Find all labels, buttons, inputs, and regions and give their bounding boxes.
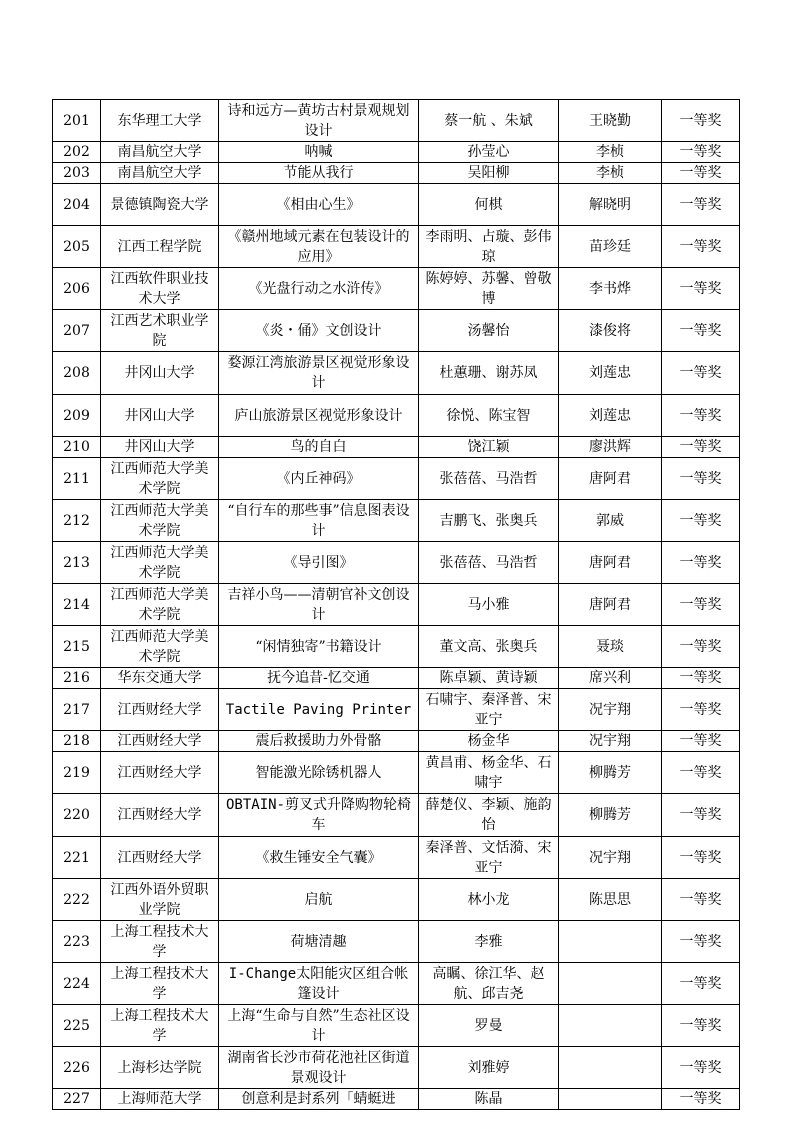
award-level: 一等奖 [662,268,740,310]
award-level: 一等奖 [662,100,740,142]
advisor-name: 郭威 [559,500,662,542]
row-number: 223 [53,921,101,963]
advisor-name: 陈思思 [559,879,662,921]
advisor-name: 解晓明 [559,184,662,226]
team-members: 董文高、张奥兵 [419,626,559,668]
advisor-name: 聂琰 [559,626,662,668]
work-title: 庐山旅游景区视觉形象设计 [219,395,419,437]
team-members: 张蓓蓓、马浩哲 [419,458,559,500]
school-name: 南昌航空大学 [101,163,219,184]
school-name: 江西艺术职业学院 [101,310,219,352]
advisor-name [559,1005,662,1047]
table-row [53,458,740,500]
row-number: 221 [53,837,101,879]
row-number: 216 [53,668,101,689]
advisor-name: 刘莲忠 [559,395,662,437]
row-number: 204 [53,184,101,226]
table-row [53,268,740,310]
table-row [53,500,740,542]
school-name: 南昌航空大学 [101,142,219,163]
school-name: 江西师范大学美术学院 [101,458,219,500]
school-name: 上海师范大学 [101,1089,219,1110]
award-level: 一等奖 [662,584,740,626]
advisor-name: 苗珍廷 [559,226,662,268]
advisor-name: 廖洪辉 [559,437,662,458]
award-level: 一等奖 [662,163,740,184]
award-level: 一等奖 [662,731,740,752]
table-row [53,584,740,626]
advisor-name: 李书烨 [559,268,662,310]
award-level: 一等奖 [662,226,740,268]
award-level: 一等奖 [662,879,740,921]
award-level: 一等奖 [662,542,740,584]
school-name: 井冈山大学 [101,395,219,437]
work-title: “闲情独寄”书籍设计 [219,626,419,668]
team-members: 陈晶 [419,1089,559,1110]
team-members: 李雅 [419,921,559,963]
row-number: 217 [53,689,101,731]
team-members: 刘雅婷 [419,1047,559,1089]
row-number: 226 [53,1047,101,1089]
team-members: 石啸宇、秦泽普、宋亚宁 [419,689,559,731]
award-level: 一等奖 [662,1047,740,1089]
table-row [53,879,740,921]
school-name: 东华理工大学 [101,100,219,142]
work-title: OBTAIN-剪叉式升降购物轮椅车 [219,794,419,837]
work-title: 《赣州地域元素在包装设计的应用》 [219,226,419,268]
team-members: 吴阳柳 [419,163,559,184]
table-row [53,310,740,352]
team-members: 杨金华 [419,731,559,752]
team-members: 孙莹心 [419,142,559,163]
table-row [53,1089,740,1110]
advisor-name: 李桢 [559,163,662,184]
award-level: 一等奖 [662,142,740,163]
school-name: 江西师范大学美术学院 [101,584,219,626]
team-members: 黄昌甫、杨金华、石啸宇 [419,752,559,794]
table-row [53,1047,740,1089]
advisor-name: 唐阿君 [559,584,662,626]
school-name: 江西财经大学 [101,689,219,731]
table-row [53,837,740,879]
work-title: 鸟的自白 [219,437,419,458]
award-table [52,99,740,1110]
school-name: 江西工程学院 [101,226,219,268]
award-level: 一等奖 [662,626,740,668]
advisor-name [559,921,662,963]
work-title: 吉祥小鸟——清朝官补文创设计 [219,584,419,626]
work-title: 《导引图》 [219,542,419,584]
advisor-name: 席兴利 [559,668,662,689]
row-number: 213 [53,542,101,584]
team-members: 蔡一航 、朱斌 [419,100,559,142]
school-name: 江西财经大学 [101,794,219,837]
row-number: 218 [53,731,101,752]
advisor-name [559,1047,662,1089]
row-number: 205 [53,226,101,268]
award-level: 一等奖 [662,310,740,352]
advisor-name: 漆俊将 [559,310,662,352]
advisor-name: 况宇翔 [559,689,662,731]
row-number: 202 [53,142,101,163]
row-number: 214 [53,584,101,626]
work-title: 婺源江湾旅游景区视觉形象设计 [219,352,419,395]
team-members: 何棋 [419,184,559,226]
advisor-name: 王晓勤 [559,100,662,142]
school-name: 景德镇陶瓷大学 [101,184,219,226]
team-members: 罗曼 [419,1005,559,1047]
work-title: 荷塘清趣 [219,921,419,963]
table-row [53,184,740,226]
table-row [53,626,740,668]
table-row [53,142,740,163]
award-level: 一等奖 [662,437,740,458]
school-name: 江西外语外贸职业学院 [101,879,219,921]
work-title: 《炎・俑》文创设计 [219,310,419,352]
work-title: 智能激光除锈机器人 [219,752,419,794]
work-title: I-Change太阳能灾区组合帐篷设计 [219,963,419,1005]
school-name: 江西师范大学美术学院 [101,626,219,668]
school-name: 江西软件职业技术大学 [101,268,219,310]
advisor-name: 柳腾芳 [559,752,662,794]
row-number: 210 [53,437,101,458]
row-number: 201 [53,100,101,142]
work-title: 震后救援助力外骨骼 [219,731,419,752]
table-row [53,752,740,794]
advisor-name [559,1089,662,1110]
award-level: 一等奖 [662,794,740,837]
row-number: 207 [53,310,101,352]
school-name: 江西财经大学 [101,752,219,794]
table-row [53,395,740,437]
table-row [53,963,740,1005]
table-row [53,542,740,584]
work-title: 《相由心生》 [219,184,419,226]
team-members: 陈婷婷、苏馨、曾敬博 [419,268,559,310]
work-title: 《光盘行动之水浒传》 [219,268,419,310]
award-level: 一等奖 [662,963,740,1005]
advisor-name [559,963,662,1005]
work-title: 呐喊 [219,142,419,163]
advisor-name: 刘莲忠 [559,352,662,395]
work-title: 上海“生命与自然”生态社区设计 [219,1005,419,1047]
row-number: 225 [53,1005,101,1047]
team-members: 杜蕙珊、谢苏凤 [419,352,559,395]
row-number: 211 [53,458,101,500]
table-row [53,921,740,963]
work-title: 创意利是封系列「蜻蜓进 [219,1089,419,1110]
award-level: 一等奖 [662,500,740,542]
row-number: 206 [53,268,101,310]
team-members: 陈卓颖、黄诗颖 [419,668,559,689]
work-title: “自行车的那些事”信息图表设计 [219,500,419,542]
school-name: 上海工程技术大学 [101,963,219,1005]
school-name: 上海工程技术大学 [101,921,219,963]
row-number: 215 [53,626,101,668]
school-name: 江西师范大学美术学院 [101,542,219,584]
table-row [53,100,740,142]
advisor-name: 李桢 [559,142,662,163]
work-title: 《内丘神码》 [219,458,419,500]
table-row [53,731,740,752]
advisor-name: 柳腾芳 [559,794,662,837]
table-row [53,163,740,184]
school-name: 华东交通大学 [101,668,219,689]
team-members: 林小龙 [419,879,559,921]
team-members: 薛楚仪、李颖、施韵怡 [419,794,559,837]
award-level: 一等奖 [662,395,740,437]
advisor-name: 况宇翔 [559,731,662,752]
work-title: 启航 [219,879,419,921]
award-level: 一等奖 [662,458,740,500]
award-level: 一等奖 [662,921,740,963]
team-members: 李雨明、占璇、彭伟琼 [419,226,559,268]
row-number: 212 [53,500,101,542]
table-row [53,668,740,689]
team-members: 马小雅 [419,584,559,626]
table-row [53,794,740,837]
row-number: 208 [53,352,101,395]
award-level: 一等奖 [662,689,740,731]
table-row [53,1005,740,1047]
row-number: 222 [53,879,101,921]
work-title: 湖南省长沙市荷花池社区街道景观设计 [219,1047,419,1089]
award-level: 一等奖 [662,184,740,226]
school-name: 上海杉达学院 [101,1047,219,1089]
advisor-name: 唐阿君 [559,458,662,500]
row-number: 203 [53,163,101,184]
table-row [53,437,740,458]
team-members: 饶江颖 [419,437,559,458]
team-members: 吉鹏飞、张奥兵 [419,500,559,542]
school-name: 上海工程技术大学 [101,1005,219,1047]
row-number: 227 [53,1089,101,1110]
row-number: 209 [53,395,101,437]
award-level: 一等奖 [662,1005,740,1047]
award-level: 一等奖 [662,1089,740,1110]
award-level: 一等奖 [662,752,740,794]
work-title: Tactile Paving Printer [219,689,419,731]
award-level: 一等奖 [662,352,740,395]
work-title: 节能从我行 [219,163,419,184]
team-members: 秦泽普、文恬漪、宋亚宁 [419,837,559,879]
table-body [53,100,740,1110]
team-members: 高瞩、徐江华、赵航、邱吉尧 [419,963,559,1005]
work-title: 《救生锤安全气囊》 [219,837,419,879]
work-title: 诗和远方—黄坊古村景观规划设计 [219,100,419,142]
award-level: 一等奖 [662,837,740,879]
advisor-name: 况宇翔 [559,837,662,879]
school-name: 江西财经大学 [101,731,219,752]
team-members: 张蓓蓓、马浩哲 [419,542,559,584]
row-number: 220 [53,794,101,837]
row-number: 224 [53,963,101,1005]
school-name: 井冈山大学 [101,437,219,458]
team-members: 汤馨怡 [419,310,559,352]
table-row [53,226,740,268]
work-title: 抚今追昔-忆交通 [219,668,419,689]
advisor-name: 唐阿君 [559,542,662,584]
table-row [53,689,740,731]
award-level: 一等奖 [662,668,740,689]
table-row [53,352,740,395]
school-name: 江西师范大学美术学院 [101,500,219,542]
row-number: 219 [53,752,101,794]
school-name: 江西财经大学 [101,837,219,879]
school-name: 井冈山大学 [101,352,219,395]
team-members: 徐悦、陈宝智 [419,395,559,437]
